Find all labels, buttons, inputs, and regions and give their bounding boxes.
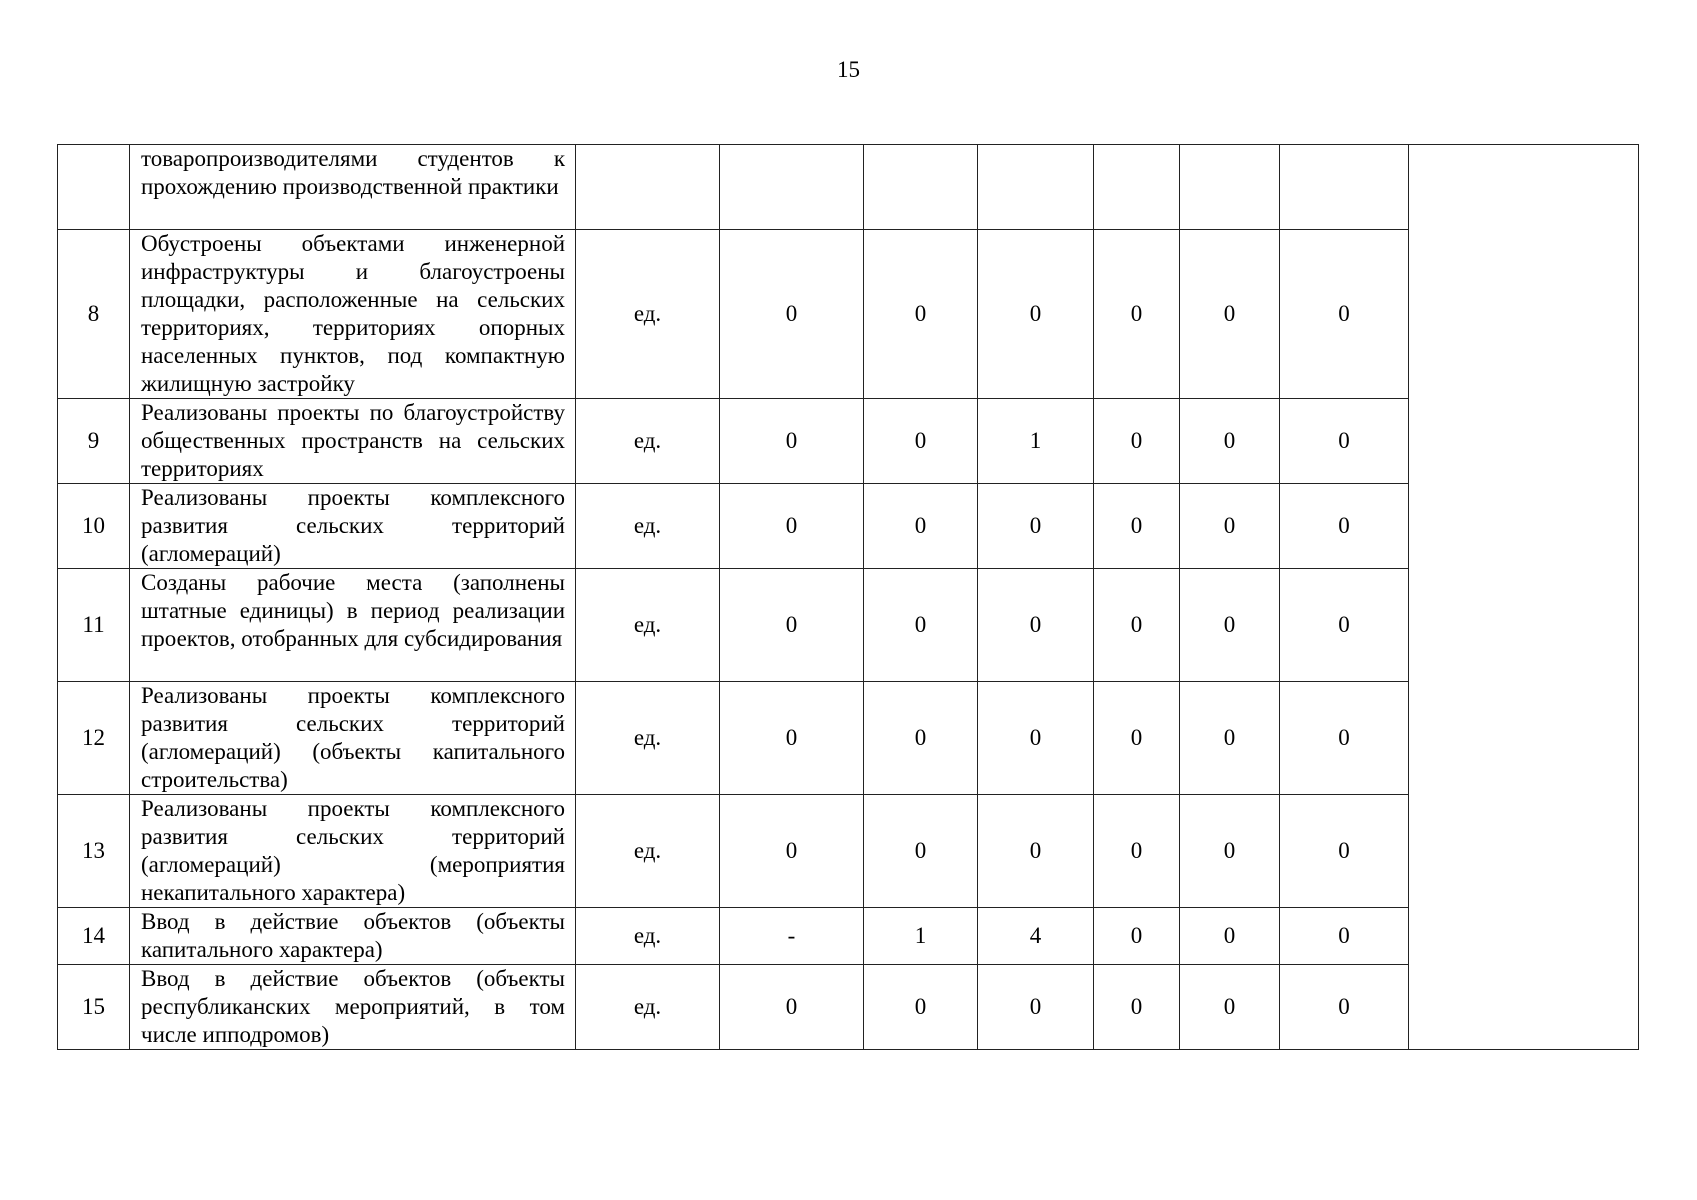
value-cell: 0 <box>978 484 1094 569</box>
table-row <box>58 965 1639 1050</box>
unit-cell: ед. <box>576 965 720 1050</box>
table-row <box>58 682 1639 795</box>
row-number: 8 <box>58 230 130 399</box>
value-cell: 0 <box>1094 795 1180 908</box>
value-cell: 0 <box>978 230 1094 399</box>
value-cell: 0 <box>1094 682 1180 795</box>
table-body <box>58 145 1639 1050</box>
indicator-description: Ввод в действие объектов (объекты капитального характера) <box>130 908 576 965</box>
value-cell: 0 <box>720 230 864 399</box>
value-cell: 0 <box>978 682 1094 795</box>
table-row <box>58 569 1639 682</box>
value-cell: 0 <box>864 569 978 682</box>
value-cell: 0 <box>864 399 978 484</box>
value-cell: 0 <box>1180 569 1280 682</box>
value-cell: 0 <box>1094 230 1180 399</box>
table-row <box>58 795 1639 908</box>
value-cell: 0 <box>1180 795 1280 908</box>
value-cell: 0 <box>864 795 978 908</box>
unit-cell: ед. <box>576 484 720 569</box>
indicator-description: Реализованы проекты комплексного развития сельских территорий (агломераций) (мероприятия некапитального характера) <box>130 795 576 908</box>
row-number <box>58 145 130 230</box>
unit-cell <box>576 145 720 230</box>
value-cell: 0 <box>1280 230 1409 399</box>
value-cell: 0 <box>1280 484 1409 569</box>
unit-cell: ед. <box>576 399 720 484</box>
value-cell: 0 <box>1094 484 1180 569</box>
table-row <box>58 484 1639 569</box>
value-cell: 0 <box>978 965 1094 1050</box>
value-cell: 0 <box>1094 965 1180 1050</box>
value-cell: 0 <box>1094 569 1180 682</box>
value-cell: 0 <box>864 230 978 399</box>
value-cell <box>720 145 864 230</box>
value-cell <box>1280 145 1409 230</box>
value-cell <box>864 145 978 230</box>
value-cell: 0 <box>1180 682 1280 795</box>
row-number: 10 <box>58 484 130 569</box>
indicator-description: товаропроизводителями студентов к прохождению производственной практики <box>130 145 576 230</box>
value-cell: 0 <box>720 399 864 484</box>
value-cell: 0 <box>1280 569 1409 682</box>
value-cell: - <box>720 908 864 965</box>
value-cell: 0 <box>1280 965 1409 1050</box>
unit-cell: ед. <box>576 569 720 682</box>
value-cell: 0 <box>864 682 978 795</box>
indicator-description: Обустроены объектами инженерной инфраструктуры и благоустроены площадки, расположенные на сельских территориях, территориях опорных населенных пунктов, под компактную жилищную застройку <box>130 230 576 399</box>
value-cell: 0 <box>1180 965 1280 1050</box>
value-cell <box>978 145 1094 230</box>
value-cell: 0 <box>720 484 864 569</box>
row-number: 9 <box>58 399 130 484</box>
value-cell: 0 <box>978 569 1094 682</box>
value-cell: 0 <box>1180 230 1280 399</box>
value-cell: 1 <box>864 908 978 965</box>
value-cell: 0 <box>720 795 864 908</box>
table-row <box>58 908 1639 965</box>
value-cell: 0 <box>864 484 978 569</box>
unit-cell: ед. <box>576 795 720 908</box>
value-cell: 0 <box>978 795 1094 908</box>
row-number: 15 <box>58 965 130 1050</box>
row-number: 12 <box>58 682 130 795</box>
indicator-description: Ввод в действие объектов (объекты республиканских мероприятий, в том числе ипподромов) <box>130 965 576 1050</box>
unit-cell: ед. <box>576 230 720 399</box>
value-cell <box>1180 145 1280 230</box>
value-cell: 0 <box>1280 399 1409 484</box>
value-cell: 0 <box>720 569 864 682</box>
unit-cell: ед. <box>576 682 720 795</box>
indicator-description: Реализованы проекты по благоустройству общественных пространств на сельских территориях <box>130 399 576 484</box>
indicator-description: Реализованы проекты комплексного развития сельских территорий (агломераций) <box>130 484 576 569</box>
value-cell: 0 <box>1180 484 1280 569</box>
unit-cell: ед. <box>576 908 720 965</box>
merged-notes-cell <box>1409 145 1639 1050</box>
value-cell: 0 <box>720 682 864 795</box>
value-cell: 0 <box>1094 908 1180 965</box>
value-cell: 0 <box>1280 682 1409 795</box>
value-cell: 0 <box>1180 908 1280 965</box>
row-number: 11 <box>58 569 130 682</box>
value-cell: 1 <box>978 399 1094 484</box>
value-cell: 0 <box>1180 399 1280 484</box>
value-cell: 0 <box>1094 399 1180 484</box>
indicator-description: Реализованы проекты комплексного развития сельских территорий (агломераций) (объекты капитального строительства) <box>130 682 576 795</box>
row-number: 13 <box>58 795 130 908</box>
value-cell: 0 <box>864 965 978 1050</box>
table-row <box>58 145 1639 230</box>
indicator-table <box>57 144 1639 1050</box>
indicator-description: Созданы рабочие места (заполнены штатные единицы) в период реализации проектов, отобранных для субсидирования <box>130 569 576 682</box>
row-number: 14 <box>58 908 130 965</box>
value-cell: 4 <box>978 908 1094 965</box>
value-cell: 0 <box>1280 795 1409 908</box>
value-cell <box>1094 145 1180 230</box>
value-cell: 0 <box>720 965 864 1050</box>
table-row <box>58 399 1639 484</box>
table-row <box>58 230 1639 399</box>
value-cell: 0 <box>1280 908 1409 965</box>
page-number: 15 <box>837 57 860 82</box>
